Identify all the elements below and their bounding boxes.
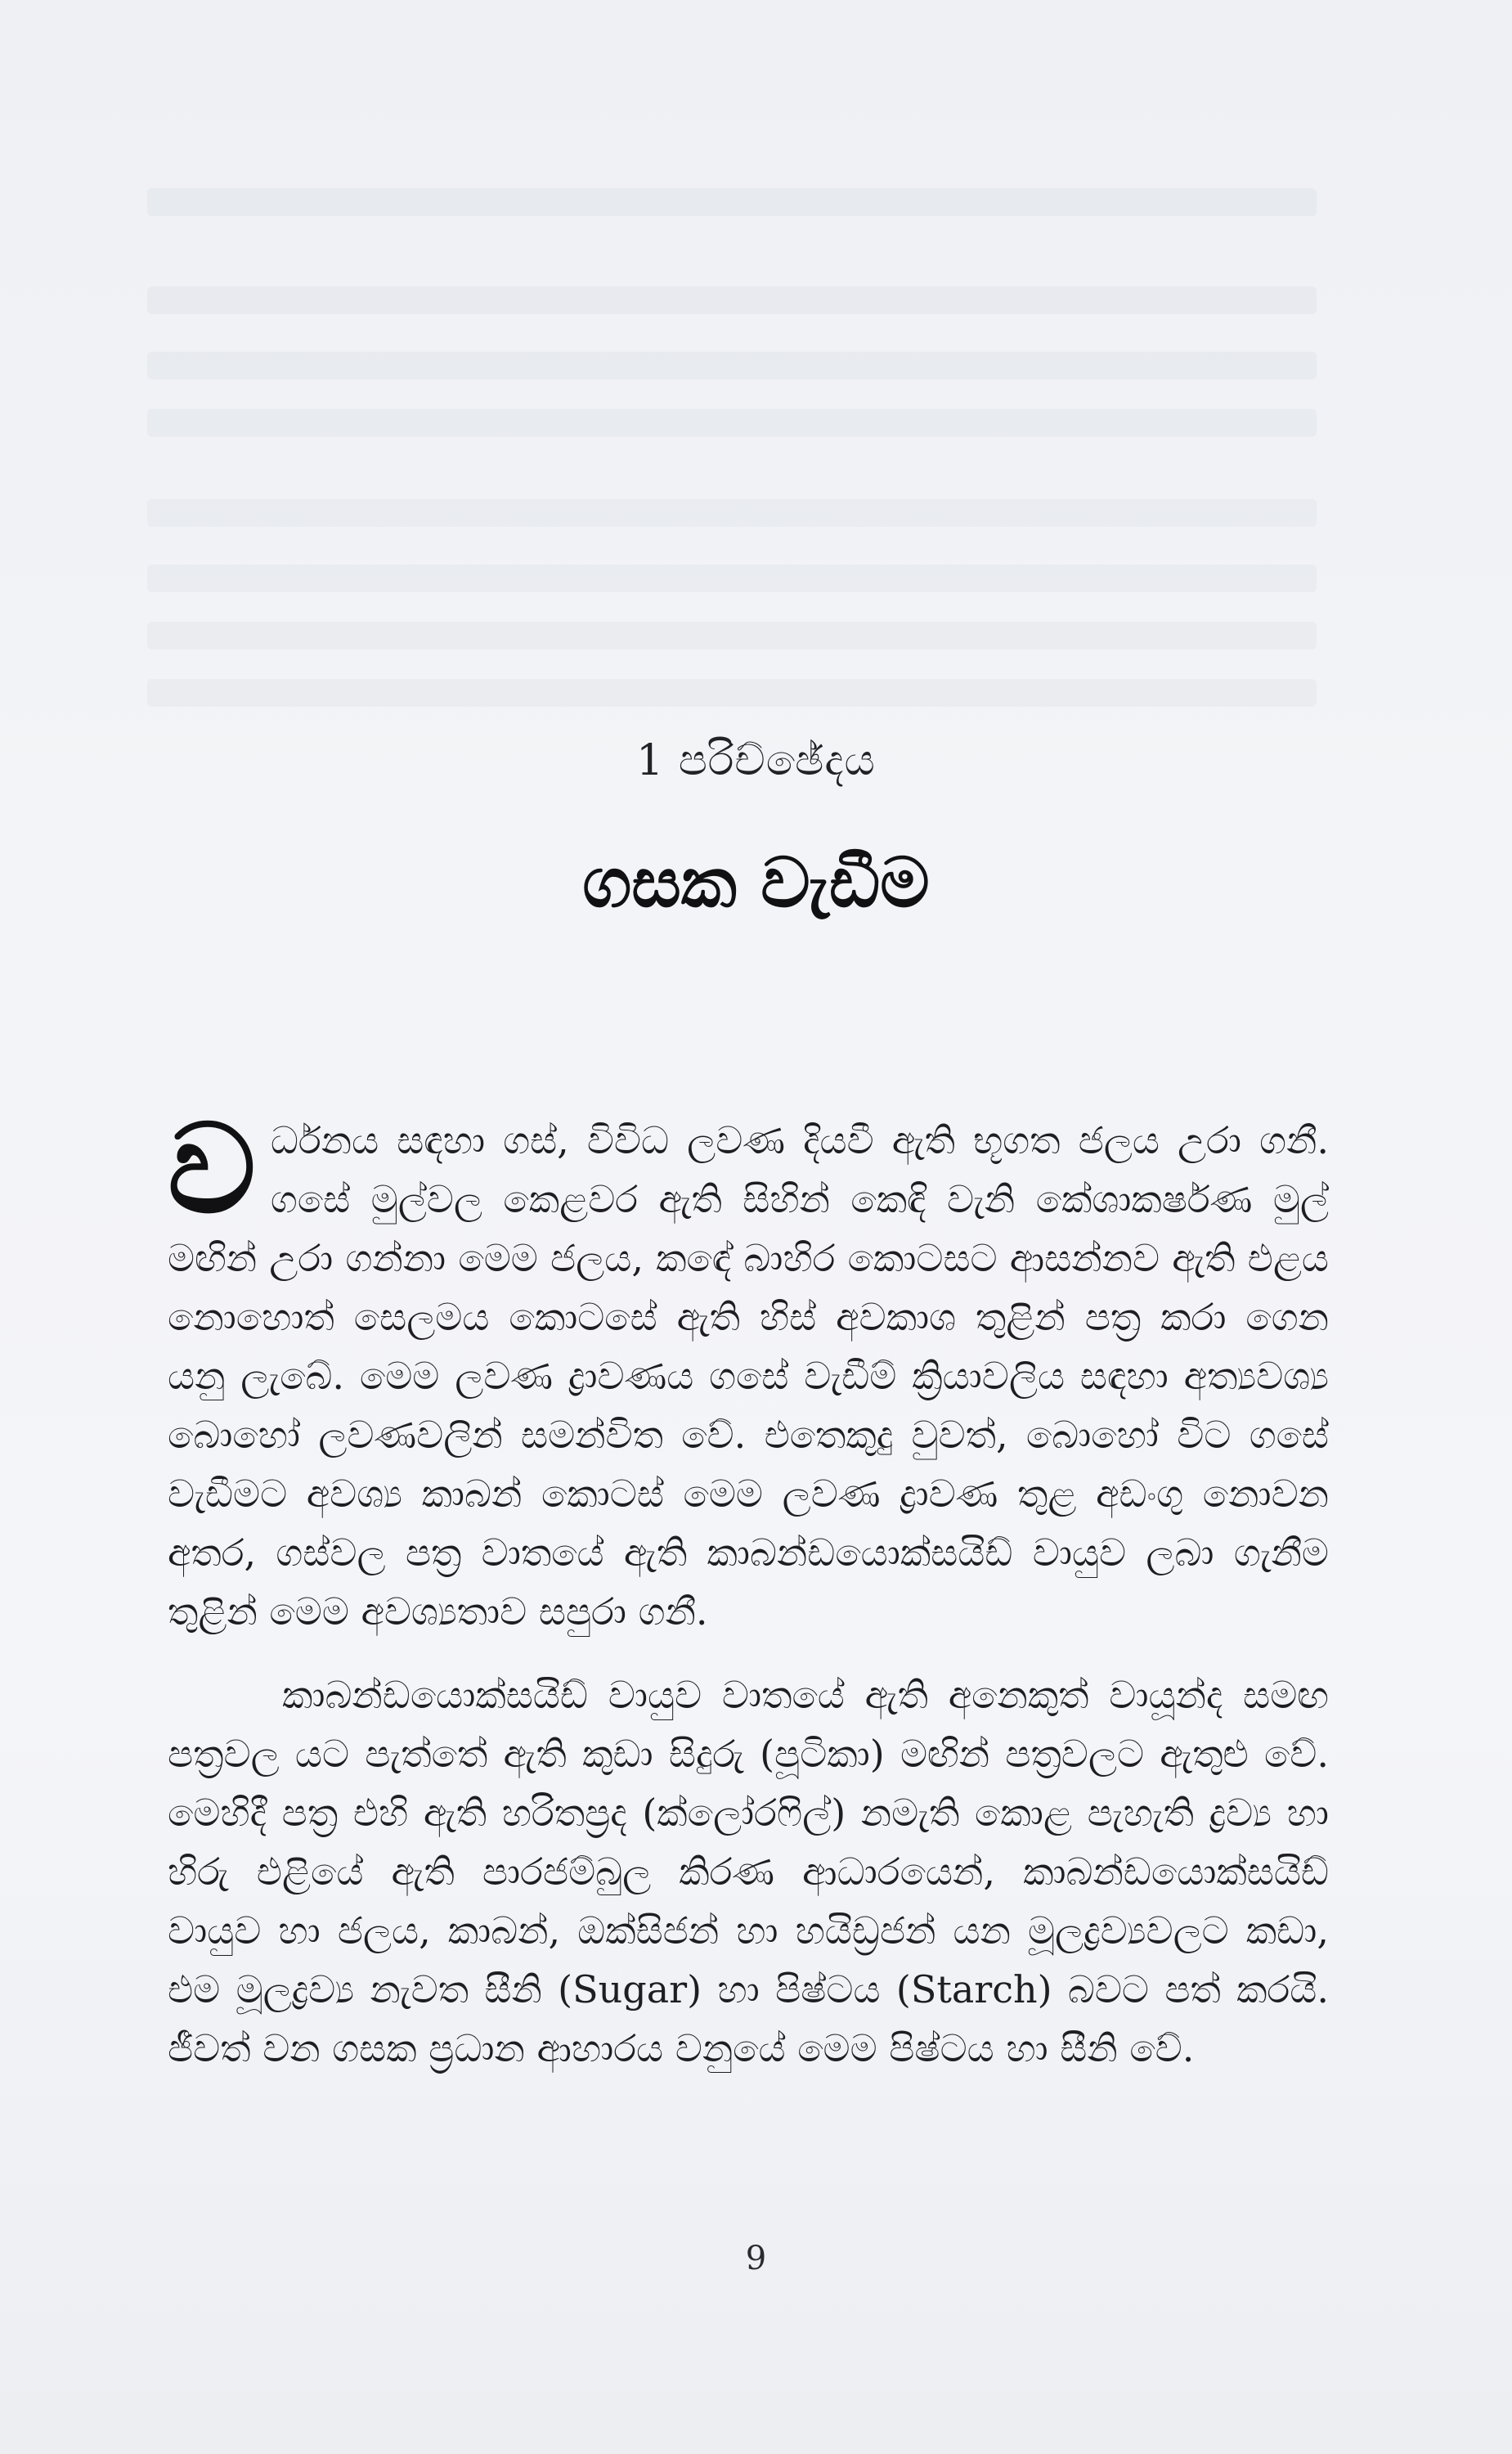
show-through-line [147, 499, 1317, 527]
show-through-line [147, 564, 1317, 592]
paragraph-1-text: ර්ධනය සඳහා ගස්, විවිධ ලවණ දියවී ඇති භූගත ජලය උරා ගනී. ගසේ මුල්වල කෙළවර ඇති සිහින් කෙඳි වැනි කේශාකර්ෂණ මුල් මඟින් උරා ගන්නා මෙම ජලය, කඳේ බාහිර කොටසට ආසන්නව ඇති එළය නොහොත් සෙලමය කොටසේ ඇති හිස් අවකාශ තුළින් පත්‍ර කරා ගෙන යනු ලැබේ. මෙම ලවණ ද්‍රාවණය ගසේ වැඩීම් ක්‍රියාවලිය සඳහා අත්‍යවශ්‍ය බොහෝ ලවණවලින් සමන්විත වේ. එතෙකුදු වුවත්, බොහෝ විට ගසේ වැඩීමට අවශ්‍ය කාබන් කොටස් මෙම ලවණ ද්‍රාවණ තුළ අඩංගු නොවන අතර, ගස්වල පත්‍ර වාතයේ ඇති කාබන්ඩයොක්සයිඩ් වායුව ලබා ගැනීම තුළින් මෙම අවශ්‍යතාව සපුරා ගනී. [168, 1118, 1329, 1634]
paragraph-2: කාබන්ඩයොක්සයිඩ් වායුව වාතයේ ඇති අනෙකුත් වායූන්ද සමඟ පත්‍රවල යට පැත්තේ ඇති කුඩා සිදුරු (පූටිකා) මඟින් පත්‍රවලට ඇතුළු වේ. මෙහිදී පත්‍ර එහි ඇති හරිතප්‍රද (ක්ලෝරෆිල්) නමැති කොළ පැහැති ද්‍රව්‍ය හා හිරු එළියේ ඇති පාරජම්බුල කිරණ ආධාරයෙන්, කාබන්ඩයොක්සයිඩ් වායුව හා ජලය, කාබන්, ඔක්සිජන් හා හයිඩ්‍රජන් යන මූලද්‍රව්‍යවලට කඩා, එම මූලද්‍රව්‍ය නැවත සීනි (Sugar) හා පිෂ්ටය (Starch) බවට පත් කරයි. ජීවත් වන ගසක ප්‍රධාන ආහාරය වනුයේ මෙම පිෂ්ටය හා සීනි වේ. [168, 1673, 1329, 2070]
show-through-line [147, 679, 1317, 707]
show-through-line [147, 188, 1317, 216]
show-through-line [147, 286, 1317, 314]
drop-cap: ව [168, 1097, 256, 1241]
show-through-line [147, 352, 1317, 380]
chapter-label: 1 පරිච්ඡේදය [636, 736, 876, 785]
paragraph-1 [168, 1097, 1329, 1641]
page-number: 9 [745, 2240, 767, 2277]
show-through-line [147, 622, 1317, 649]
body-text [168, 1097, 1329, 2102]
show-through-line [147, 409, 1317, 437]
chapter-title: ගසක වැඩීම [582, 843, 930, 923]
